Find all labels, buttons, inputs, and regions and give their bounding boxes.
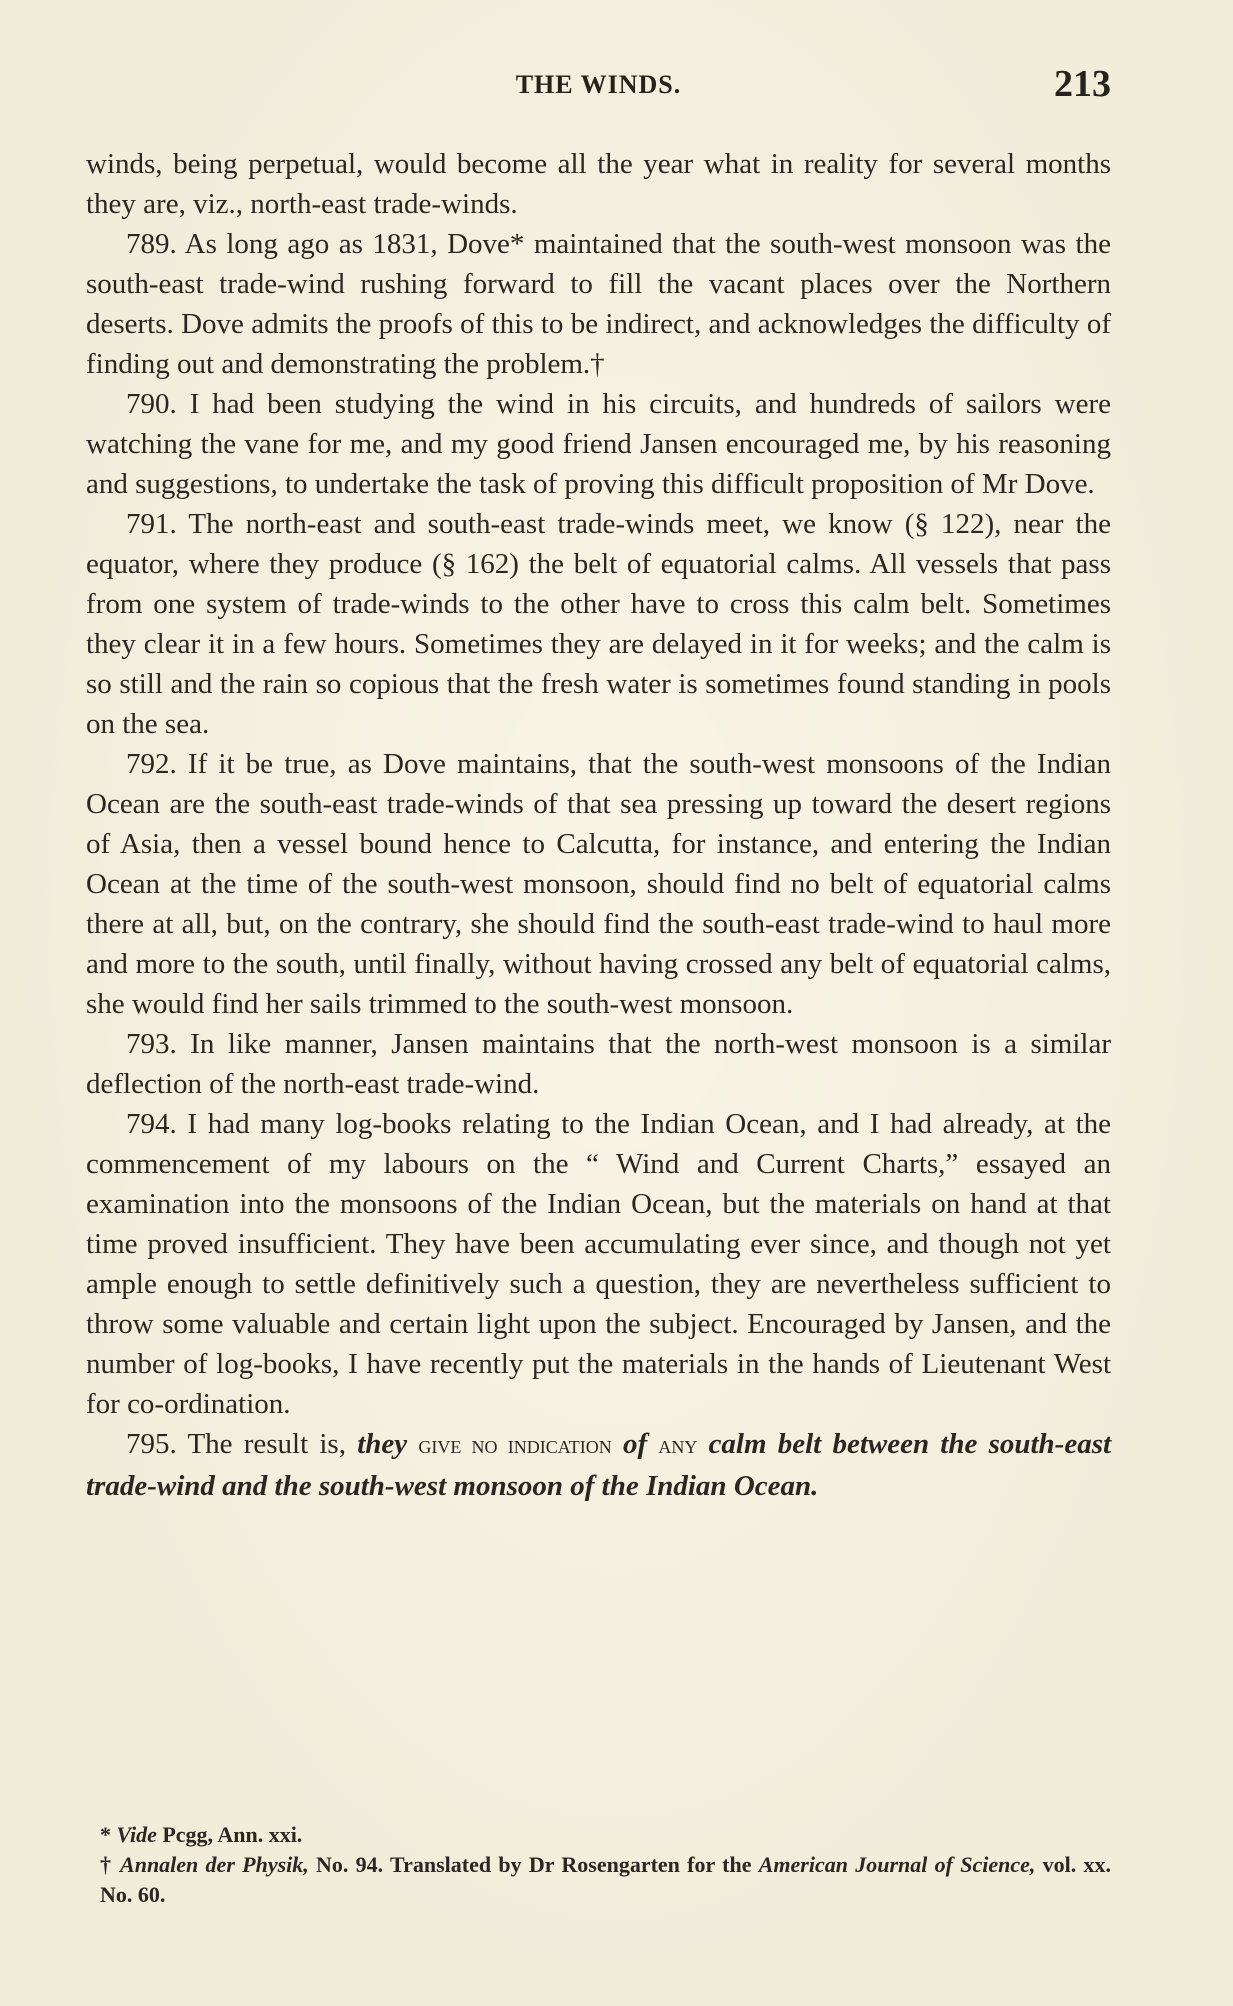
- footnote-italic: Annalen der Physik,: [120, 1852, 309, 1877]
- page-header: [86, 62, 1111, 112]
- paragraph-number: 790.: [126, 388, 177, 420]
- paragraph-text: I had many log-books relating to the Indian Ocean, and I had already, at the commencement of my labours on the “ Wind and Current Charts,” essayed an examination into the monsoons of the Indian Ocean, but the materials on hand at that time proved insufficient. They have been accumulating ever since, and though not yet ample enough to settle definitively such a question, they are nevertheless sufficient to throw some valuable and certain light upon the subject. Encouraged by Jansen, and the number of log-books, I have recently put the materials in the hands of Lieutenant West for co-ordination.: [86, 1108, 1112, 1420]
- paragraph-text: I had been studying the wind in his circuits, and hundreds of sailors were watching the vane for me, and my good friend Jansen encouraged me, by his reasoning and suggestions, to undertake the task of proving this difficult proposition of Mr Dove.: [86, 388, 1112, 500]
- paragraph-text: If it be true, as Dove maintains, that the south-west monsoons of the Indian Ocean are the south-east trade-winds of that sea pressing up toward the desert regions of Asia, then a vessel bound hence to Calcutta, for instance, and entering the Indian Ocean at the time of the south-west monsoon, should find no belt of equatorial calms there at all, but, on the contrary, she should find the south-east trade-wind to haul more and more to the south, until finally, without having crossed any belt of equatorial calms, she would find her sails trimmed to the south-west monsoon.: [86, 748, 1111, 1020]
- paragraph-text: In like manner, Jansen maintains that the north-west monsoon is a similar deflection of the north-east trade-wind.: [86, 1028, 1111, 1100]
- paragraph-number: 795.: [126, 1428, 177, 1460]
- footnote-text: Pcgg, Ann. xxi.: [162, 1822, 303, 1847]
- page-number: 213: [1054, 63, 1111, 105]
- paragraph-text: The result is,: [187, 1428, 346, 1460]
- footnote-italic: Vide: [116, 1822, 157, 1847]
- paragraph-790: [86, 384, 1111, 504]
- paragraph-text: The north-east and south-east trade-winds meet, we know (§ 122), near the equator, where they produce (§ 162) the belt of equatorial calms. All vessels that pass from one system of trade-winds to the other have to cross this calm belt. Sometimes they clear it in a few hours. Sometimes they are delayed in it for weeks; and the calm is so still and the rain so copious that the fresh water is sometimes found standing in pools on the sea.: [86, 508, 1111, 740]
- paragraph-793: [86, 1024, 1111, 1104]
- footnotes: [86, 1820, 1111, 1910]
- paragraph-number: 789.: [126, 228, 177, 260]
- paragraph-text: winds, being perpetual, would become all the year what in reality for several months they are, viz., north-east trade-winds.: [86, 148, 1111, 220]
- footnote-mark: †: [100, 1852, 113, 1877]
- paragraph-number: 791.: [126, 508, 177, 540]
- footnote-mark: *: [100, 1822, 111, 1847]
- footnote-1: [86, 1820, 1111, 1850]
- small-caps-text: give no indication: [418, 1432, 612, 1459]
- paragraph-number: 794.: [126, 1108, 177, 1140]
- paragraph-791: [86, 504, 1111, 744]
- running-head: THE WINDS.: [515, 70, 682, 99]
- emphasis-text: they: [357, 1428, 408, 1460]
- paragraph-792: [86, 744, 1111, 1024]
- paragraph-number: 793.: [126, 1028, 177, 1060]
- paragraph-795: [86, 1424, 1111, 1506]
- footnote-2: [86, 1850, 1111, 1910]
- small-caps-text: any: [658, 1432, 698, 1459]
- emphasis-text: of: [622, 1428, 648, 1460]
- footnote-text: No. 94. Translated by Dr Rosengarten for the: [316, 1852, 752, 1877]
- paragraph-794: [86, 1104, 1111, 1424]
- paragraph-789: [86, 224, 1111, 384]
- body-text: [86, 144, 1111, 1506]
- paragraph-continued: [86, 144, 1111, 224]
- footnote-italic: American Journal of Science,: [758, 1852, 1036, 1877]
- footnote-text: vol. xx. No. 60.: [100, 1852, 1112, 1907]
- paragraph-text: As long ago as 1831, Dove* maintained that the south-west monsoon was the south-east trade-wind rushing forward to fill the vacant places over the Northern deserts. Dove admits the proofs of this to be indirect, and acknowledges the difficulty of finding out and demonstrating the problem.†: [86, 228, 1111, 380]
- emphasis-text: calm belt between the south-east trade-wind and the south-west monsoon of the Indian Ocean.: [86, 1428, 1112, 1502]
- paragraph-number: 792.: [126, 748, 177, 780]
